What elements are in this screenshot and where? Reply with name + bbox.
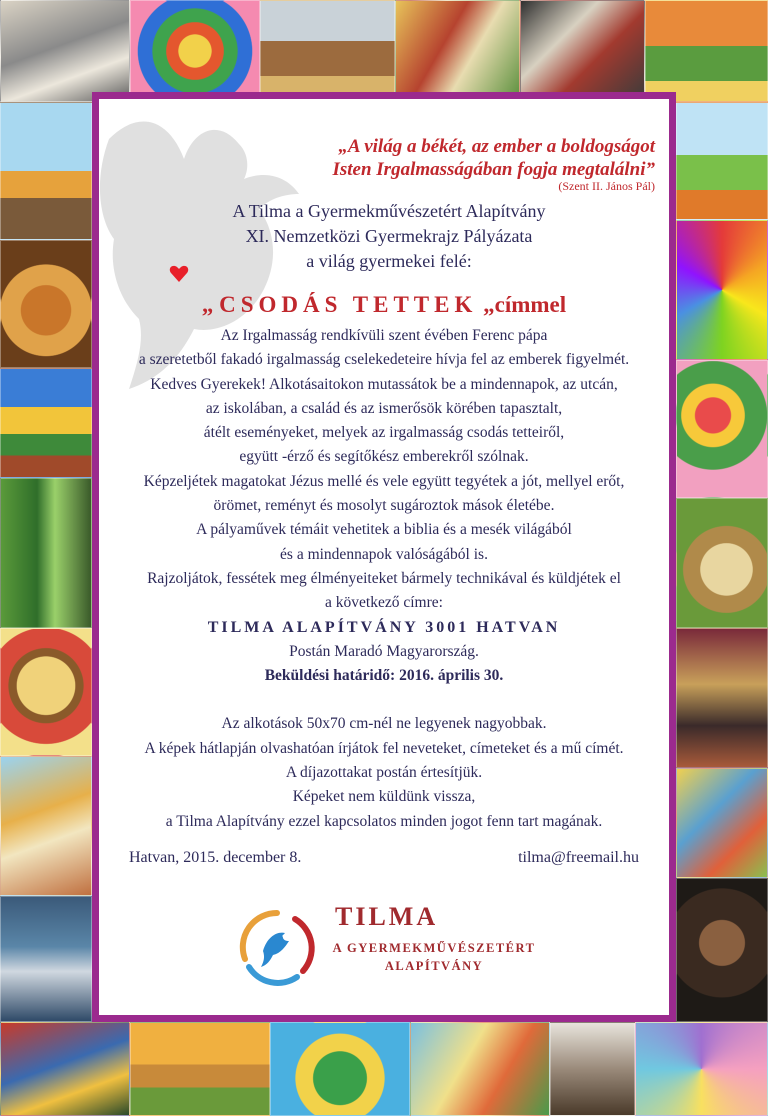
- heart-icon: [169, 265, 189, 283]
- rule-line: Az alkotások 50x70 cm-nél ne legyenek nagyobbak.: [221, 715, 547, 733]
- footer: [129, 849, 639, 867]
- logo-subtitle: [329, 939, 539, 975]
- postal-address-sub: Postán Maradó Magyarország.: [289, 642, 479, 660]
- text-line: együtt -érző és segítőkész emberekről szólnak.: [239, 448, 529, 466]
- text-line: Az Irgalmasság rendkívüli szent évében Ferenc pápa: [220, 327, 548, 344]
- text-line: Rajzoljátok, fessétek meg élményeiteket bármely technikával és küldjétek el: [147, 569, 621, 587]
- artwork-tile: [0, 628, 92, 756]
- artwork-tile: [270, 1022, 410, 1116]
- intro-line: A Tilma a Gyermekművészetért Alapítvány: [232, 201, 546, 221]
- rule-line: A képek hátlapján olvashatóan írjátok fel neveteket, címeteket és a mű címét.: [144, 739, 624, 757]
- artwork-tile: [0, 102, 92, 240]
- artwork-tile: [676, 768, 768, 878]
- artwork-tile: [645, 0, 768, 102]
- quote-author: (Szent II. János Pál): [558, 179, 655, 193]
- poster-content: [99, 99, 669, 1015]
- artwork-tile: [130, 1022, 270, 1116]
- text-line: átélt eseményeket, melyek az irgalmasság csodás tetteiről,: [203, 424, 565, 442]
- text-line: Képzeljétek magatokat Jézus mellé és vele együtt tegyétek a jót, mellyel erőt,: [143, 472, 625, 490]
- text-line: az iskolában, a család és az ismerősök körében tapasztalt,: [205, 399, 563, 417]
- text-line: a szeretetből fakadó irgalmasság cselekedeteire hívja fel az emberek figyelmét.: [138, 351, 630, 369]
- artwork-tile: [635, 1022, 768, 1116]
- text-line: A pályaművek témáit vehetitek a biblia és a mesék világából: [196, 521, 572, 539]
- deadline: Beküldési határidő: 2016. április 30.: [264, 667, 504, 685]
- intro-line: a világ gyermekei felé:: [306, 251, 472, 271]
- intro-line: XI. Nemzetközi Gyermekrajz Pályázata: [245, 226, 533, 246]
- poster-panel: [92, 92, 676, 1022]
- quote: [175, 135, 655, 181]
- artwork-tile: [550, 1022, 635, 1116]
- artwork-tile: [130, 0, 260, 102]
- logo-subtitle-line: ALAPÍTVÁNY: [384, 959, 484, 973]
- quote-line: „A világ a békét, az ember a boldogságot: [338, 136, 655, 157]
- artwork-tile: [395, 0, 520, 102]
- postal-address: TILMA ALAPÍTVÁNY 3001 HATVAN: [207, 618, 561, 636]
- artwork-tile: [676, 360, 768, 498]
- rule-line: Képeket nem küldünk vissza,: [292, 788, 476, 806]
- artwork-tile: [0, 478, 92, 628]
- artwork-tile: [676, 628, 768, 768]
- quote-line: Isten Irgalmasságában fogja megtalálni”: [332, 159, 655, 180]
- logo-title: TILMA: [335, 902, 439, 931]
- tilma-dove-logo-icon: [237, 907, 317, 987]
- artwork-tile: [676, 102, 768, 220]
- text-line: örömet, reményt és mosolyt sugároztok mások életébe.: [213, 497, 555, 515]
- title-main: CSODÁS TETTEK: [219, 292, 478, 317]
- artwork-tile: [520, 0, 645, 102]
- title-prefix: „: [201, 292, 214, 317]
- title-suffix: „címmel: [483, 292, 567, 317]
- text-line: a következő címre:: [325, 594, 443, 612]
- artwork-tile: [676, 498, 768, 628]
- contest-title: [99, 292, 669, 318]
- artwork-tile: [0, 0, 130, 102]
- email-link[interactable]: tilma@freemail.hu: [518, 849, 639, 866]
- rule-line: a Tilma Alapítvány ezzel kapcsolatos minden jogot fenn tart magának.: [165, 812, 603, 830]
- artwork-tile: [410, 1022, 550, 1116]
- text-line: és a mindennapok valóságából is.: [280, 545, 488, 563]
- artwork-tile: [0, 1022, 130, 1116]
- artwork-tile: [676, 878, 768, 1022]
- artwork-tile: [0, 756, 92, 896]
- call-text: [99, 324, 669, 834]
- logo-subtitle-line: A GYERMEKMŰVÉSZETÉRT: [332, 941, 536, 955]
- artwork-tile: [0, 368, 92, 478]
- text-line: Kedves Gyerekek! Alkotásaitokon mutassátok be a mindennapok, az utcán,: [150, 375, 618, 393]
- place-date: Hatvan, 2015. december 8.: [129, 849, 302, 866]
- artwork-tile: [0, 896, 92, 1022]
- artwork-tile: [260, 0, 395, 102]
- rule-line: A díjazottakat postán értesítjük.: [285, 764, 483, 782]
- artwork-tile: [676, 220, 768, 360]
- artwork-tile: [0, 240, 92, 368]
- intro: [209, 199, 569, 274]
